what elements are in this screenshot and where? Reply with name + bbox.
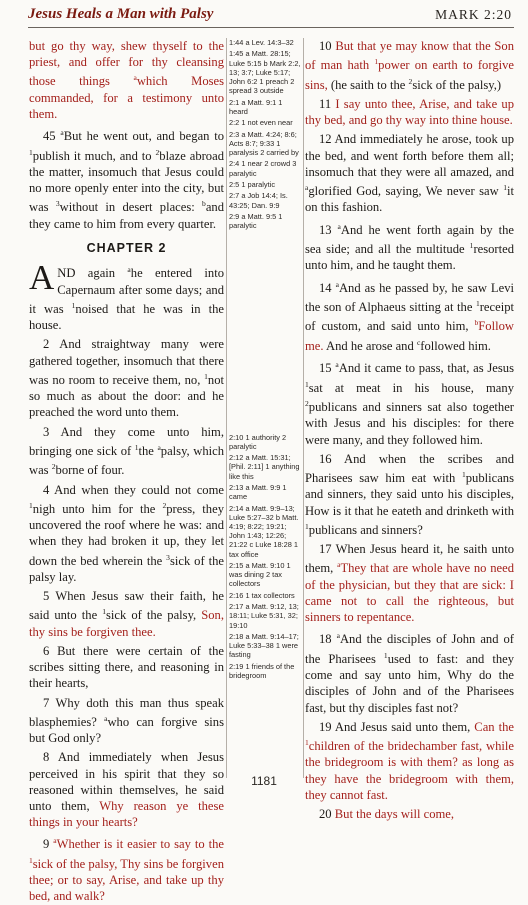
verse-text: and they came to him from every quarter. [29, 200, 224, 231]
verse-text: glorified God, saying, We never saw [308, 184, 504, 199]
cross-reference-note: 2:2 1 not even near [229, 118, 293, 128]
footnote-marker: 1 [204, 371, 208, 381]
verse-text: And it came to pass, that, as Jesus [338, 361, 514, 376]
cross-reference-note: 2:16 1 tax collectors [229, 590, 295, 600]
footnote-marker: a [335, 360, 339, 370]
verse-text: palsy, which was [29, 443, 225, 478]
verse-text: 12 And immediately he arose, took up the bed, and went forth before them all; insomuch that they were all amazed, and [305, 132, 514, 179]
verse-text: 19 And Jesus said unto them, [319, 719, 475, 734]
cross-reference-note: 2:5 1 paralytic [229, 179, 276, 189]
footnote-marker: c [416, 337, 421, 347]
footnote-marker: 1 [305, 521, 309, 531]
red-letter-text: Son, thy sins be forgiven thee. [29, 608, 224, 639]
chapter-heading: CHAPTER 2 [86, 240, 167, 255]
verse [305, 96, 514, 128]
verse [29, 336, 224, 420]
red-letter-text: Follow me. [305, 319, 514, 353]
red-letter-text: Why reason ye these things in your hearts? [29, 798, 224, 830]
footnote-marker: 1 [134, 442, 139, 452]
reference-notes-column [229, 38, 303, 778]
cross-reference-note: 2:7 a Job 14:4; Is. 43:25; Dan. 9:9 [229, 191, 288, 210]
footnote-marker: 1 [374, 57, 379, 67]
verse [305, 451, 514, 538]
verse-text: followed him. [420, 338, 491, 353]
verse [29, 258, 224, 333]
verse-text: borne of four. [55, 463, 125, 478]
verse-text: resorted unto him, and he taught them. [305, 242, 514, 273]
footnote-marker: a [336, 631, 340, 641]
verse-text: And as he passed by, he saw Levi the son of Alphaeus sitting at the [305, 280, 515, 315]
verse-text: blaze abroad the matter, insomuch that Jesus could no more openly enter into the city, but was [29, 148, 224, 215]
red-letter-text: I say unto thee, Arise, and take up thy bed, and go thy way into thine house. [305, 96, 514, 128]
verse-text: receipt of custom, and said unto him, [305, 300, 514, 334]
cross-reference-note: 1:45 a Matt. 28:15; Luke 5:15 b Mark 2:2, 13; 3:7; Luke 5:17; John 6:2 1 preach 2 spread 3 outside [229, 49, 301, 96]
verse-text: 2 And straightway many were gathered together, insomuch that there was no room to receive them, no, [29, 337, 224, 387]
footnote-marker: a [337, 560, 341, 570]
footnote-marker: a [337, 221, 341, 231]
verse [305, 628, 514, 715]
verse-text: 13 [319, 222, 338, 237]
cross-reference-note: 2:3 a Matt. 4:24; 8:6; Acts 8:7; 9:33 1 paralysis 2 carried by [229, 129, 299, 157]
notes-group-upper [229, 38, 303, 230]
footnote-marker: 1 [102, 607, 106, 617]
right-text-column [305, 38, 515, 821]
verse-text: 15 [319, 361, 336, 376]
verse [305, 38, 514, 93]
footnote-marker: 1 [469, 240, 474, 250]
red-letter-text: which Moses commanded, for a testimony unto them. [29, 74, 225, 121]
red-letter-text: children of the bridechamber fast, while the bridegroom is with them? as long as they have the bridegroom with them, they cannot fast. [305, 739, 514, 802]
footnote-marker: 1 [29, 855, 33, 865]
verse [305, 541, 514, 625]
footnote-marker: 1 [383, 650, 388, 660]
red-letter-text: Whether is it easier to say to the [56, 837, 224, 852]
verse [29, 125, 224, 232]
drop-cap: A [29, 258, 55, 298]
footnote-marker: a [53, 836, 57, 846]
verse-text: used to fast: and they come and say unto him, Why do the disciples of John and of the Pharisees fast, but thy disciples fast not? [305, 651, 515, 715]
verse-text: 6 But there were certain of the scribes sitting there, and reasoning in their hearts, [29, 643, 224, 691]
red-letter-text: sick of the palsy, Thy sins be forgiven thee; or to say, Arise, and take up thy bed, and walk? [29, 856, 224, 904]
footnote-marker: a [157, 442, 161, 452]
verse-text: 11 [319, 96, 336, 111]
footnote-marker: a [60, 128, 64, 138]
red-letter-text: But the days will come, [334, 806, 455, 821]
red-letter-text: They that are whole have no need of the physician, but they that are sick: I came not to call the righteous, but sinners to repentance. [305, 561, 514, 625]
verse [29, 424, 224, 479]
verse-text: the [138, 443, 158, 458]
cross-reference-note: 2:10 1 authority 2 paralytic [229, 432, 287, 451]
verse-text: sat at meat in his house, many [308, 380, 514, 395]
red-letter-text: but go thy way, shew thyself to the priest, and offer for thy cleansing those things [29, 39, 224, 89]
footnote-marker: 2 [162, 500, 167, 510]
cross-reference-note: 2:14 a Matt. 9:9–13; Luke 5:27–32 b Matt. 4:19; 8:22; 19:21; John 1:43; 12:26; 21:22 c Luke 18:28 1 tax office [229, 503, 299, 559]
verse-text: press, they uncovered the roof where he was: and when they had broken it up, they let down the bed wherein the [29, 501, 224, 568]
header-rule [28, 27, 514, 28]
verse-text: he entered into Capernaum after some days; and it was [29, 266, 224, 316]
red-letter-text: power on earth to forgive sins, [305, 58, 515, 92]
verse-text: 10 [319, 39, 336, 53]
verse-text: 5 When Jesus saw their faith, he said unto the [29, 589, 224, 623]
footnote-marker: 1 [305, 737, 309, 747]
verse [305, 131, 514, 215]
red-letter-text: Can the [474, 719, 514, 734]
verse-text: 3 And they come unto him, bringing one sick of [29, 424, 224, 458]
footnote-marker: 2 [408, 76, 413, 86]
verse-text: not so much as about the door: and he preached the word unto them. [29, 372, 224, 420]
cross-reference-note: 2:1 a Matt. 9:1 1 heard [229, 97, 283, 116]
verse [305, 719, 514, 803]
verse [29, 749, 224, 830]
verse-text: And he went forth again by the sea side; and all the multitude [305, 222, 514, 257]
verse-text: publicans and sinners? [308, 522, 423, 537]
verse-text: publicans and sinners sat also together with Jesus and his disciples: for there were many, and they followed him. [305, 400, 514, 447]
verse [29, 833, 224, 904]
verse-text: sick of the palsy,) [412, 77, 502, 92]
cross-reference-note: 1:44 a Lev. 14:3–32 [229, 38, 294, 47]
verse-text: it on this fashion. [305, 184, 514, 215]
verse-text: 16 And when the scribes and Pharisees saw him eat with [305, 451, 514, 486]
verses-before-chapter [29, 125, 224, 232]
cross-reference-note: 2:15 a Matt. 9:10 1 was dining 2 tax collectors [229, 560, 291, 589]
column-divider-left [226, 38, 227, 778]
red-letter-text: But that ye may know that the Son of man hath [305, 39, 515, 73]
footnote-marker: 1 [305, 379, 309, 389]
footnote-marker: 1 [71, 300, 76, 310]
footnote-marker: 1 [29, 147, 33, 157]
page-number: 1181 [251, 774, 277, 788]
verse [29, 695, 224, 747]
cross-reference-note: 2:4 1 near 2 crowd 3 paralytic [229, 159, 297, 178]
verse [29, 643, 224, 692]
footnote-marker: 2 [155, 147, 160, 157]
footnote-marker: a [133, 73, 137, 83]
cross-reference-note: 2:9 a Matt. 9:5 1 paralytic [229, 211, 283, 231]
verse-text: And the disciples of John and of the Pharisees [305, 632, 514, 666]
verse-text: publicans and sinners, they said unto his disciples, How is it that he eateth and drinketh with [305, 471, 514, 518]
verse-text: 8 And immediately when Jesus perceived in his spirit that they so reasoned within themselves, he said unto them, [29, 750, 224, 813]
verse-text: 14 [319, 280, 336, 295]
verse-text: ND again [57, 266, 128, 281]
cross-reference-note: 2:12 a Matt. 15:31; [Phil. 2:11] 1 anything like this [229, 453, 300, 481]
verse-text: sick of the palsy, [105, 608, 202, 623]
notes-gap [229, 233, 303, 433]
verse-text: noised that he was in the house. [29, 301, 224, 333]
verse [305, 806, 514, 822]
footnote-marker: 2 [51, 462, 56, 472]
verse-text: sick of the palsy lay. [29, 553, 224, 584]
verse-text: 7 Why doth this man thus speak blasphemies? [29, 695, 224, 729]
footnote-marker: 2 [305, 398, 309, 408]
cross-reference-note: 2:19 1 friends of the bridegroom [229, 661, 295, 680]
running-head-reference: MARK 2:20 [435, 7, 512, 22]
cross-reference-note: 2:17 a Matt. 9:12, 13; 18:11; Luke 5:31, 32; 19:10 [229, 602, 299, 630]
verse-text: And he arose and [323, 338, 417, 353]
verse-text: 17 When Jesus heard it, he saith unto them, [305, 542, 514, 576]
footnote-marker: 3 [166, 552, 170, 562]
verse [305, 357, 514, 448]
verse-text: 9 [43, 837, 54, 852]
verse-text: who can forgive sins but God only? [29, 714, 224, 746]
notes-group-lower [229, 433, 303, 681]
cross-reference-note: 2:18 a Matt. 9:14–17; Luke 5:33–38 1 were fasting [229, 631, 299, 660]
column-divider-right [303, 38, 304, 778]
footnote-marker: 1 [503, 183, 507, 192]
verse [29, 588, 224, 640]
footnote-marker: a [104, 713, 108, 723]
verse [29, 482, 224, 586]
footnote-marker: 1 [475, 298, 480, 308]
verse-text: 4 And when they could not come [43, 482, 224, 497]
verse-text: 20 [319, 806, 335, 821]
running-head-title: Jesus Heals a Man with Palsy [28, 6, 214, 22]
verse-text: without in desert places: [59, 200, 203, 215]
verse-text: But he went out, and began to [63, 129, 224, 144]
verses-after-chapter [29, 258, 225, 904]
continued-verse [29, 38, 224, 122]
footnote-marker: a [335, 279, 339, 289]
verse [305, 219, 514, 274]
right-verses [305, 38, 514, 822]
footnote-marker: b [474, 318, 479, 328]
verse-text: nigh unto him for the [32, 501, 163, 516]
footnote-marker: 1 [461, 469, 466, 479]
verse-text: (he saith to the [327, 77, 409, 92]
footnote-marker: 1 [29, 500, 33, 510]
footnote-marker: b [202, 199, 206, 209]
footnote-marker: a [305, 183, 309, 192]
footnote-marker: 3 [55, 199, 60, 209]
left-text-column [29, 38, 225, 904]
verse-text: publish it much, and to [32, 148, 156, 163]
verse-text: 45 [43, 129, 61, 144]
verse [305, 277, 514, 355]
footnote-marker: a [127, 265, 131, 275]
verse-text: 18 [319, 632, 337, 647]
cross-reference-note: 2:13 a Matt. 9:9 1 came [229, 482, 287, 502]
